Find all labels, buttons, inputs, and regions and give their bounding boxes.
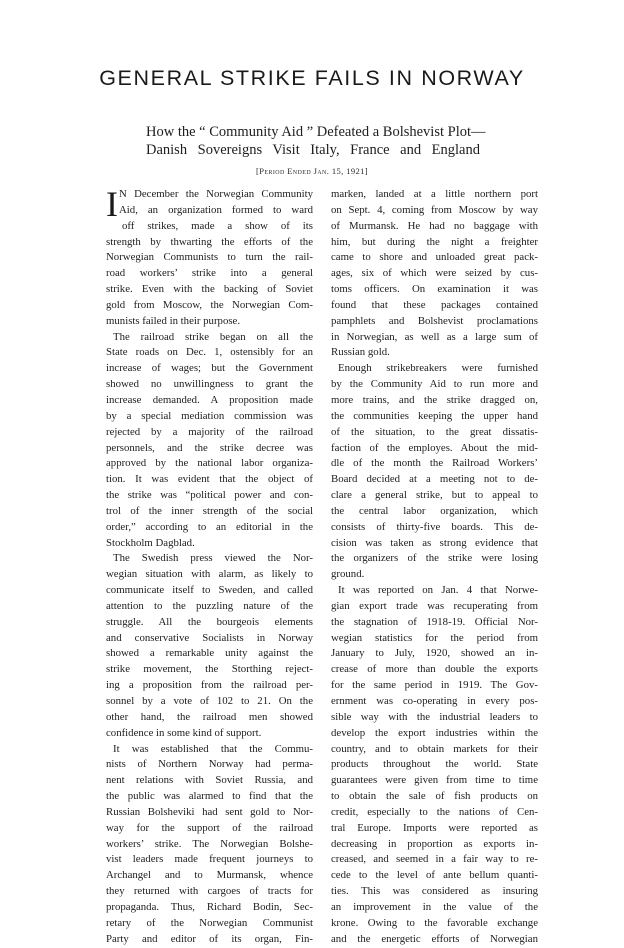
text-line: products throughout the world. State — [331, 758, 538, 771]
text-line: communicate itself to Sweden, and called — [106, 584, 313, 597]
text-line: Enough strikebreakers were furnished — [338, 362, 538, 375]
text-line: sonnel by a vote of 102 to 21. On the — [106, 695, 313, 707]
text-line: for the same period in 1919. The Gov- — [331, 679, 538, 692]
drop-cap: I — [106, 184, 118, 224]
period-ended-dateline: [Period Ended Jan. 15, 1921] — [256, 166, 368, 176]
text-line: an improvement in the value of the — [331, 900, 538, 913]
article-subtitle-line-2: Danish Sovereigns Visit Italy, France and England — [146, 142, 480, 158]
text-line: the strike was “political power and con- — [106, 489, 313, 502]
text-line: Board decided at a meeting not to de- — [331, 473, 538, 486]
text-line: off strikes, made a show of its — [122, 219, 313, 232]
text-line: retary of the Norwegian Communist — [106, 916, 313, 929]
text-line: Party and editor of its organ, Fin- — [106, 932, 313, 945]
text-line: ing a proposition from the railroad per- — [106, 679, 313, 692]
text-line: rejected by a majority of the railroad — [106, 425, 313, 438]
text-line: ages, six of which were seized by cus- — [331, 267, 538, 280]
text-line: faction of the employes. About the mid- — [331, 441, 538, 454]
text-line: January to July, 1920, showed an in- — [331, 647, 538, 660]
text-line: personnels, and the strike decree was — [106, 441, 313, 454]
text-line: in Norwegian, as well as a large sum of — [331, 330, 538, 343]
text-line: munists failed in their purpose. — [106, 314, 241, 327]
text-line: It was established that the Commu- — [113, 742, 313, 755]
text-line: N December the Norwegian Community — [119, 188, 313, 200]
text-line: It was reported on Jan. 4 that Norwe- — [338, 584, 538, 597]
article-title: GENERAL STRIKE FAILS IN NORWAY — [99, 66, 525, 90]
text-line: strike. Even with the backing of Soviet — [106, 283, 313, 296]
text-line: wegian situation with alarm, as likely to — [106, 568, 313, 581]
text-line: increase of wages; but the Government — [106, 362, 313, 375]
text-line: way for the support of the railroad — [106, 821, 313, 834]
right-column — [331, 187, 538, 948]
text-line: cede to the level of ante bellum quanti- — [331, 869, 538, 882]
text-line: decreasing in proportion as exports in- — [331, 837, 538, 850]
text-line: The railroad strike began on all the — [113, 330, 313, 343]
text-line: crease of more than double the exports — [331, 663, 538, 676]
text-line: vist leaders made frequent journeys to — [106, 853, 313, 866]
text-line: trol of the inner strength of the social — [106, 504, 313, 517]
text-line: of Murmansk. He had no baggage with — [331, 219, 538, 232]
text-line: and the energetic efforts of Norwegian — [331, 932, 538, 945]
text-line: road workers’ strike into a general — [106, 267, 313, 280]
text-line: confidence in some kind of support. — [106, 726, 262, 739]
text-line: the central labor organization, which — [331, 504, 538, 517]
text-line: to obtain the sale of fish products on — [331, 790, 538, 803]
text-line: and conservative Socialists in Norway — [106, 631, 313, 644]
left-column — [106, 184, 313, 948]
text-line: by the Community Aid to run more and — [331, 378, 538, 391]
text-line: creased, and seemed in a fair way to re- — [331, 853, 538, 866]
text-line: struggle. All the bourgeois elements — [106, 615, 313, 628]
text-line: him, but during the night a freighter — [331, 235, 538, 248]
text-line: tion. It was evident that the object of — [106, 473, 313, 486]
text-line: gian export trade was recuperating from — [331, 599, 538, 612]
text-line: State roads on Dec. 1, ostensibly for an — [106, 346, 313, 359]
text-line: country, and to obtain markets for their — [331, 742, 538, 755]
text-line: The Swedish press viewed the Nor- — [113, 552, 313, 565]
text-line: order,” according to an editorial in the — [106, 520, 313, 533]
text-line: krone. Owing to the favorable exchange — [331, 916, 538, 929]
text-line: nists of Northern Norway had perma- — [106, 758, 313, 771]
text-line: more trains, and the strike dragged on, — [331, 393, 538, 406]
text-line: dle of the month the Railroad Workers’ — [331, 457, 538, 470]
text-line: by a special mediation commission was — [106, 409, 313, 422]
text-line: Russian Bolsheviki had sent gold to Nor- — [106, 805, 313, 818]
text-line: ground. — [331, 568, 365, 581]
text-line: ties. This was considered as insuring — [331, 885, 538, 898]
text-line: tral Europe. Imports were reported as — [331, 821, 538, 834]
text-line: cision was taken as strong evidence that — [331, 536, 538, 549]
text-line: increase demanded. A proposition made — [106, 393, 313, 406]
article-subtitle-line-1: How the “ Community Aid ” Defeated a Bolshevist Plot— — [146, 124, 486, 140]
text-line: approved by the national labor organiza- — [106, 457, 313, 470]
text-line: toms officers. On examination it was — [331, 283, 538, 296]
text-line: Russian gold. — [331, 346, 390, 359]
text-line: Aid, an organization formed to ward — [119, 203, 313, 216]
text-line: pamphlets and Bolshevist proclamations — [331, 314, 538, 327]
text-line: the communities keeping the upper hand — [331, 409, 538, 422]
text-line: propaganda. Thus, Richard Bodin, Sec- — [106, 900, 313, 913]
text-line: strike movement, the Storthing reject- — [106, 663, 313, 676]
text-line: strength by thwarting the efforts of the — [106, 235, 313, 248]
text-line: on Sept. 4, coming from Moscow by way — [331, 203, 538, 216]
text-line: credit, especially to the nations of Cen- — [331, 805, 538, 818]
text-line: consists of thirty-five boards. This de- — [331, 520, 538, 533]
text-line: ernment was co-operating in every pos- — [331, 695, 538, 707]
text-line: other hand, the railroad men showed — [106, 710, 313, 723]
text-line: wegian statistics for the period from — [331, 631, 538, 644]
text-line: came to shore and unloaded great pack- — [331, 251, 538, 264]
text-line: of the situation, to the great dissatis- — [331, 425, 538, 438]
text-line: guarantees were given from time to time — [331, 774, 538, 787]
text-line: gold from Moscow, the Norwegian Com- — [106, 298, 313, 311]
text-line: develop the export industries within the — [331, 726, 538, 739]
text-line: they returned with cargoes of tracts for — [106, 885, 313, 898]
text-line: Stockholm Dagblad. — [106, 536, 195, 549]
text-line: showed no unwillingness to grant the — [106, 378, 313, 391]
text-line: Archangel and to Murmansk, whence — [106, 869, 313, 882]
text-line: the stagnation of 1918-19. Official Nor- — [331, 615, 538, 628]
text-line: attention to the puzzling nature of the — [106, 599, 313, 612]
text-line: the organizers of the strike were losing — [331, 552, 538, 565]
text-line: the public was alarmed to find that the — [106, 790, 313, 803]
text-line: sible way with the industrial leaders to — [331, 710, 538, 723]
text-line: Norwegian Communists to turn the rail- — [106, 251, 313, 264]
text-line: found that these packages contained — [331, 298, 538, 311]
text-line: nent relations with Soviet Russia, and — [106, 774, 313, 787]
text-line: showed a remarkable unity against the — [106, 647, 313, 660]
text-line: workers’ strike. The Norwegian Bolshe- — [106, 837, 313, 850]
text-line: clare a general strike, but to appeal to — [331, 489, 538, 502]
text-line: marken, landed at a little northern port — [331, 188, 538, 200]
